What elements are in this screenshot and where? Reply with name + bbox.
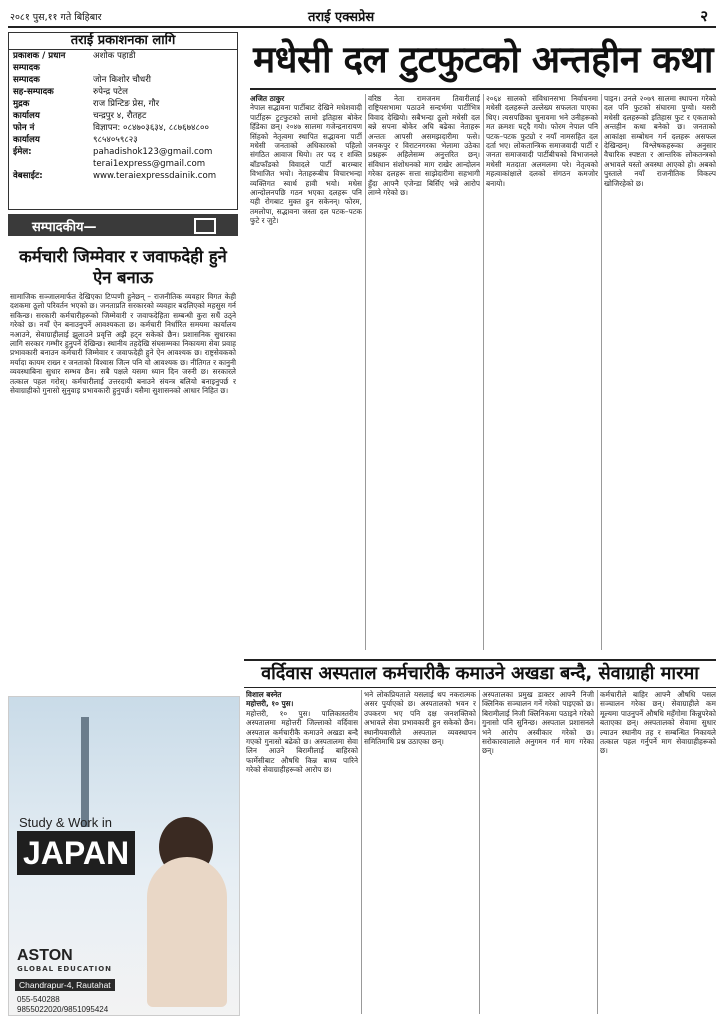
main-col1-text: नेपाल सद्भावना पार्टीबाट देखिने मधेशवादी पार्टीहरू टुटफुटको लामो इतिहास बोकेर हिँडेका छन्। २०४७ सालमा गजेन्द्रनारायण सिंहको नेतृत्वमा स्थापित सद्भावना पार्टी मधेसी जनताको अधिकारको पहिलो संगठित आवाज थियो। तर पद र शक्ति बाँडफाँडको विवादले पार्टी बारम्बार विभाजित भयो। नेताहरूबीच विचारभन्दा व्यक्तिगत स्वार्थ हावी भयो। मधेस आन्दोलनपछि गठन भएका दलहरू पनि यही रोगबाट मुक्त हुन सकेनन्। फोरम, तमलोपा, सद्भावना जस्ता दल पटक–पटक फुटे र जुटे। [250, 103, 362, 226]
publisher-column [8, 32, 238, 210]
second-story-column-2 [364, 690, 476, 1014]
editorial-label-bar [8, 214, 238, 236]
main-col3-text: २०६४ सालको संविधानसभा निर्वाचनमा मधेसी दलहरूले उल्लेख्य सफलता पाएका थिए। त्यसपछिका चुनावमा भने उनीहरूको मत क्रमशः घट्दै गयो। फोरम नेपाल पनि पटक–पटक फुट्यो र नयाँ नामसहित दल दर्ता भए। लोकतान्त्रिक समाजवादी पार्टी र जनता समाजवादी पार्टीबीचको विभाजनले मधेसी मतदाता अलमलमा परे। नेतृत्वको महत्वाकांक्षाले दलको संगठन कमजोर बनायो। [486, 94, 598, 188]
publisher-row: ईमेल: pahadishok123@gmail.com [13, 147, 213, 157]
publisher-row: terai1express@gmail.com [93, 159, 206, 169]
ad-japan-text: JAPAN [17, 831, 135, 875]
publisher-row: कार्यालय ९८५४०५९८२३ [13, 135, 138, 145]
publisher-header: तराई प्रकाशनका लागि [9, 33, 237, 50]
second-story-column-4 [600, 690, 716, 1014]
main-byline: अजित ठाकुर [250, 94, 285, 103]
column-divider [601, 94, 602, 650]
second-byline: विशाल बस्नेत [246, 690, 282, 699]
main-story-column-3 [486, 94, 598, 650]
publisher-row: सह-सम्पादक रुपेन्द्र पटेल [13, 87, 129, 97]
date-line: २०८१ पुस,११ गते बिहिबार [10, 12, 102, 23]
publisher-row: कार्यालय चन्द्रपुर ४, रौतहट [13, 111, 147, 121]
ad-brand: ASTON [17, 947, 73, 964]
second-col1-text: महोत्तरी, १० पुस। पालिकास्तरीय अस्पतालमा महोत्तरी जिल्लाको वर्दिवास अस्पताल कर्मचारीकै कमाउने अखडा बन्दै गएको गुनासो बढेको छ। अस्पतालमा सेवा लिन आउने बिरामीलाई बाहिरको फार्मेसीबाट औषधि किन्न बाध्य पारिने गरेको सेवाग्राहीहरूको आरोप छ। [246, 708, 358, 775]
main-col2-text: वरिष्ठ नेता रामजनम तिवारीलाई राष्ट्रियसभामा पठाउने सन्दर्भमा पार्टीभित्र विवाद देखियो। सबैभन्दा ठूलो मधेसी दल बन्ने सपना बोकेर अघि बढेका नेताहरू अन्ततः आपसी असमझदारीमा फसे। जनकपुर र विराटनगरका भेलामा उठेका प्रश्नहरू अहिलेसम्म अनुत्तरित छन्। संविधान संशोधनको माग राखेर आन्दोलन गरेका दलहरू सत्ता साझेदारीमा सहभागी हुँदा आफ्नै एजेन्डा बिर्सिए भन्ने आरोप लाग्ने गरेको छ। [368, 94, 480, 198]
second-col2-text: भने लोकप्रियताले यसलाई थप नकरात्मक असर पुर्याएको छ। अस्पतालको भवन र उपकरण भए पनि दक्ष जनशक्तिको अभावले सेवा प्रभावकारी हुन सकेको छैन। स्थानीयवासीले अस्पताल व्यवस्थापन समितिमाथि प्रश्न उठाएका छन्। [364, 690, 476, 747]
second-dateline: महोत्तरी, १० पुस। [246, 699, 294, 709]
pen-icon [194, 218, 216, 234]
person-body-image [147, 857, 227, 1007]
ad-study-text: Study & Work in [19, 815, 112, 830]
publisher-box [8, 32, 238, 210]
ad-phone-1: 055-540288 [17, 995, 60, 1004]
main-story-column-4 [604, 94, 716, 650]
masthead: तराई एक्सप्रेस [308, 10, 375, 25]
main-headline: मधेसी दल टुटफुटको अन्तहीन कथा [250, 32, 716, 90]
main-story-column-1 [250, 94, 362, 650]
second-col3-text: अस्पतालका प्रमुख डाक्टर आफ्नै निजी क्लिनिक सञ्चालन गर्ने गरेको पाइएको छ। बिरामीलाई निजी क्लिनिकमा पठाइने गरेको गुनासो पनि सुनिन्छ। अस्पताल प्रशासनले भने आरोप अस्वीकार गरेको छ। सरोकारवालाले अनुगमन गर्न माग गरेका छन्। [482, 690, 594, 756]
ad-phone-2: 9855022020/9851095424 [17, 1005, 109, 1014]
advertisement[interactable] [8, 696, 240, 1016]
editorial-label: सम्पादकीय— [32, 220, 97, 235]
tower-icon [81, 717, 89, 827]
publisher-row: प्रकाशक / प्रधान सम्पादक अशोक पहाडी [13, 51, 136, 73]
editorial-body: सामाजिक सञ्जालमार्फत देखिएका टिप्पणी हुनेछन् – राजनीतिक व्यवहार विगत केही दशकमा ठूलो परिवर्तन भएको छ। जनताप्रति सरकारको व्यवहार बदलिएको महसुस गर्न सकिन्छ। सरकारी कर्मचारीहरूको जिम्मेवारी र जवाफदेहिता सम्बन्धी कुरा सधैं उठ्ने गरेको छ। नयाँ ऐन बनाउनुपर्ने आवश्यकता छ। कर्मचारी निर्धारित समयमा कार्यालय नआउने, सेवाग्राहीलाई झुलाउने प्रवृत्ति अझै हट्न सकेको छैन। प्रशासनिक सुधारका लागि सरकार गम्भीर हुनुपर्ने देखिन्छ। स्थानीय तहदेखि संघसम्मका निकायमा सेवा प्रवाह प्रभावकारी बनाउन कर्मचारी जिम्मेवार र जवाफदेही हुने ऐन आवश्यक छ। राष्ट्रसेवकको मर्यादा कायम राख्न र जनताको विश्वास जित्न पनि यो आवश्यक छ। नीतिगत र कानुनी व्यवस्थाबिना सुधार सम्भव छैन। सबै पक्षले यसमा ध्यान दिन जरुरी छ। सरकारले तत्काल पहल गरोस्। कर्मचारीलाई उत्तरदायी बनाउने संयन्त्र बलियो बनाइनुपर्छ र सेवाग्राहीको गुनासो सुनुवाइ प्रभावकारी हुनुपर्छ। यसैमा सुशासनको आधार निहित छ। [10, 292, 236, 396]
publisher-row: मुद्रक राज प्रिन्टिङ प्रेस, गौर [13, 99, 160, 109]
column-divider [361, 690, 362, 1014]
column-divider [365, 94, 366, 650]
page-number: २ [700, 7, 708, 25]
ad-tagline: GLOBAL EDUCATION [17, 965, 113, 973]
publisher-row: वेबसाईट: www.teraiexpressdainik.com [13, 171, 217, 181]
editorial-title: कर्मचारी जिम्मेवार र जवाफदेही हुने ऐन बनाऊ [19, 247, 227, 287]
ad-location: Chandrapur-4, Rautahat [15, 979, 115, 991]
second-story-column-3 [482, 690, 594, 1014]
second-col4-text: कर्मचारीले बाहिर आफ्नै औषधि पसल सञ्चालन गरेका छन्। सेवाग्राहीले कम मूल्यमा पाउनुपर्ने औषधि महँगोमा किन्नुपरेको बताएका छन्। अस्पतालको सेवामा सुधार ल्याउन स्थानीय तह र सम्बन्धित निकायले तत्काल पहल गर्नुपर्ने माग सेवाग्राहीहरूको छ। [600, 690, 716, 756]
column-divider [479, 690, 480, 1014]
publisher-row: फोन नं विज्ञापन: ०८४७०३६३४, ८८७६७४८०० [13, 123, 209, 133]
second-story-column-1 [246, 690, 358, 1014]
second-headline: वर्दिवास अस्पताल कर्मचारीकै कमाउने अखडा बन्दै, सेवाग्राही मारमा [244, 659, 716, 688]
column-divider [597, 690, 598, 1014]
publisher-row: सम्पादक जोन किशोर चौधरी [13, 75, 151, 85]
main-col4-text: पाइन। उनले २०७९ सालमा स्थापना गरेको दल पनि फुटको संघारमा पुग्यो। यसरी मधेसी दलहरूको इतिहास फुट र एकताको अन्तहीन कथा बनेको छ। जनताको आकांक्षा सम्बोधन गर्न दलहरू असफल देखिन्छन्। विश्लेषकहरूका अनुसार वैचारिक स्पष्टता र आन्तरिक लोकतन्त्रको अभावले यस्तो अवस्था आएको हो। अबको पुस्ताले नयाँ राजनीतिक विकल्प खोजिरहेको छ। [604, 94, 716, 188]
main-story-column-2 [368, 94, 480, 650]
column-divider [483, 94, 484, 650]
top-banner [8, 6, 716, 28]
